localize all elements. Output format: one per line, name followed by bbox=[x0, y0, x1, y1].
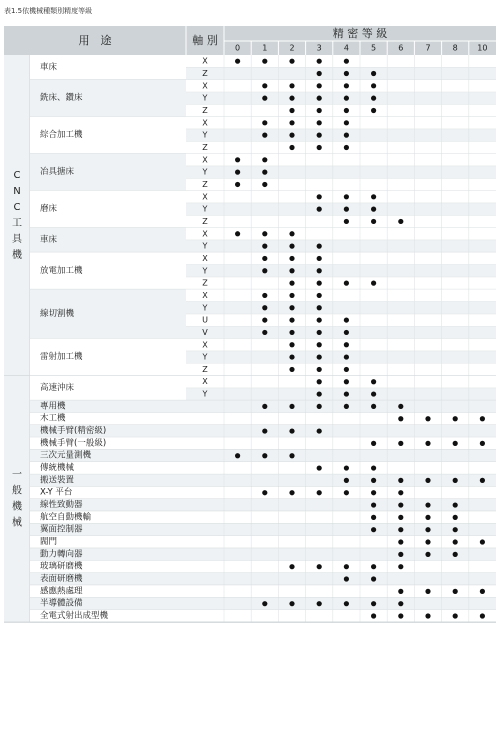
grade-dot bbox=[398, 502, 403, 507]
axis-label: U bbox=[202, 315, 208, 325]
grade-dot bbox=[317, 465, 322, 470]
row-band bbox=[186, 141, 496, 153]
grade-dot bbox=[289, 404, 294, 409]
grade-dot bbox=[344, 281, 349, 286]
grade-dot bbox=[371, 576, 376, 581]
row-band bbox=[186, 585, 496, 597]
grade-dot bbox=[235, 453, 240, 458]
grade-dot bbox=[289, 231, 294, 236]
grade-dot bbox=[398, 552, 403, 557]
group-label-char: N bbox=[13, 185, 21, 197]
row-band bbox=[186, 80, 496, 92]
grade-dot bbox=[425, 502, 430, 507]
grade-dot bbox=[371, 478, 376, 483]
item-name: 三次元量測機 bbox=[40, 450, 92, 461]
grade-dot bbox=[398, 490, 403, 495]
grade-dot bbox=[262, 317, 267, 322]
grade-dot bbox=[317, 281, 322, 286]
axis-label: X bbox=[202, 155, 208, 165]
item-name: 線切割機 bbox=[40, 308, 75, 319]
grade-dot bbox=[262, 120, 267, 125]
grade-dot bbox=[453, 613, 458, 618]
grade-dot bbox=[344, 83, 349, 88]
grade-dot bbox=[262, 170, 267, 175]
grade-dot bbox=[262, 305, 267, 310]
axis-label: X bbox=[202, 56, 208, 66]
grade-dot bbox=[398, 589, 403, 594]
grade-dot bbox=[317, 317, 322, 322]
grade-dot bbox=[317, 133, 322, 138]
grade-dot bbox=[398, 219, 403, 224]
grade-dot bbox=[344, 342, 349, 347]
grade-dot bbox=[425, 441, 430, 446]
axis-label: Y bbox=[202, 130, 208, 140]
item-name: 閥門 bbox=[40, 537, 58, 548]
row-band bbox=[186, 413, 496, 425]
grade-dot bbox=[425, 539, 430, 544]
grade-dot bbox=[480, 539, 485, 544]
item-name: 線性致動器 bbox=[40, 500, 83, 511]
row-band bbox=[186, 561, 496, 573]
item-name: 磨床 bbox=[40, 204, 58, 215]
axis-label: Y bbox=[202, 93, 208, 103]
grade-level-label: 1 bbox=[262, 43, 268, 53]
grade-dot bbox=[262, 59, 267, 64]
item-name: 綜合加工機 bbox=[40, 130, 83, 141]
row-band bbox=[186, 376, 496, 388]
grade-dot bbox=[344, 465, 349, 470]
row-band bbox=[186, 351, 496, 363]
row-band bbox=[186, 610, 496, 622]
row-band bbox=[186, 178, 496, 190]
grade-dot bbox=[317, 330, 322, 335]
grade-dot bbox=[289, 330, 294, 335]
grade-level-label: 10 bbox=[477, 43, 488, 53]
grade-dot bbox=[262, 330, 267, 335]
grade-dot bbox=[344, 330, 349, 335]
row-band bbox=[186, 191, 496, 203]
row-band bbox=[186, 598, 496, 610]
grade-dot bbox=[344, 96, 349, 101]
grade-dot bbox=[371, 527, 376, 532]
item-name: 機械手臂(精密級) bbox=[40, 426, 107, 437]
grade-dot bbox=[344, 120, 349, 125]
grade-dot bbox=[398, 416, 403, 421]
row-band bbox=[186, 450, 496, 462]
grade-dot bbox=[371, 96, 376, 101]
row-band bbox=[186, 388, 496, 400]
axis-label: X bbox=[202, 340, 208, 350]
grade-dot bbox=[262, 96, 267, 101]
grade-dot bbox=[371, 490, 376, 495]
grade-dot bbox=[289, 256, 294, 261]
group-label-char: 械 bbox=[12, 517, 22, 529]
row-band bbox=[186, 289, 496, 301]
grade-dot bbox=[317, 305, 322, 310]
axis-label: X bbox=[202, 229, 208, 239]
row-band bbox=[186, 536, 496, 548]
row-band bbox=[186, 203, 496, 215]
item-name: 表面研磨機 bbox=[40, 574, 83, 585]
grade-dot bbox=[398, 564, 403, 569]
axis-label: X bbox=[202, 192, 208, 202]
grade-level-label: 5 bbox=[371, 43, 377, 53]
grade-dot bbox=[289, 96, 294, 101]
item-name: 木工機 bbox=[40, 413, 66, 424]
grade-dot bbox=[425, 527, 430, 532]
grade-dot bbox=[398, 613, 403, 618]
item-name: 感應熱處理 bbox=[40, 586, 83, 597]
item-name: 冶具搪床 bbox=[40, 167, 75, 178]
grade-dot bbox=[317, 96, 322, 101]
grade-dot bbox=[425, 589, 430, 594]
item-name: 專用機 bbox=[40, 401, 66, 412]
item-name: 高速沖床 bbox=[40, 382, 75, 393]
grade-header: 精 密 等 級 bbox=[332, 27, 388, 40]
item-name: X-Y 平台 bbox=[40, 487, 73, 498]
grade-dot bbox=[262, 231, 267, 236]
grade-dot bbox=[344, 354, 349, 359]
row-band bbox=[186, 166, 496, 178]
grade-dot bbox=[289, 133, 294, 138]
row-band bbox=[186, 363, 496, 375]
item-name: 機械手臂(一般級) bbox=[40, 438, 107, 449]
grade-dot bbox=[480, 416, 485, 421]
grade-dot bbox=[344, 601, 349, 606]
row-band bbox=[186, 240, 496, 252]
grade-dot bbox=[371, 108, 376, 113]
grade-dot bbox=[453, 441, 458, 446]
grade-dot bbox=[317, 342, 322, 347]
axis-label: X bbox=[202, 81, 208, 91]
row-band bbox=[186, 474, 496, 486]
grade-dot bbox=[453, 539, 458, 544]
table-caption: 表1.5依機械種類別精度等級 bbox=[4, 7, 93, 15]
grade-dot bbox=[317, 379, 322, 384]
grade-dot bbox=[398, 478, 403, 483]
grade-dot bbox=[262, 404, 267, 409]
group-cell bbox=[4, 55, 30, 376]
grade-dot bbox=[398, 527, 403, 532]
axis-label: Z bbox=[202, 364, 208, 374]
grade-dot bbox=[344, 317, 349, 322]
grade-dot bbox=[289, 367, 294, 372]
grade-dot bbox=[371, 281, 376, 286]
grade-level-label: 0 bbox=[235, 43, 241, 53]
grade-dot bbox=[425, 613, 430, 618]
item-name: 銑床、鑽床 bbox=[40, 93, 83, 104]
grade-dot bbox=[317, 207, 322, 212]
grade-dot bbox=[317, 354, 322, 359]
grade-dot bbox=[371, 194, 376, 199]
grade-dot bbox=[235, 182, 240, 187]
grade-dot bbox=[344, 564, 349, 569]
grade-dot bbox=[289, 293, 294, 298]
grade-dot bbox=[289, 145, 294, 150]
grade-dot bbox=[344, 490, 349, 495]
grade-dot bbox=[344, 576, 349, 581]
axis-label: Y bbox=[202, 389, 208, 399]
grade-dot bbox=[289, 83, 294, 88]
item-name: 雷射加工機 bbox=[40, 352, 83, 363]
row-band bbox=[186, 524, 496, 536]
grade-dot bbox=[262, 157, 267, 162]
item-name: 玻璃研磨機 bbox=[40, 561, 83, 572]
item-name: 航空自動機輸 bbox=[40, 512, 92, 523]
grade-dot bbox=[344, 194, 349, 199]
grade-dot bbox=[344, 71, 349, 76]
grade-dot bbox=[289, 108, 294, 113]
grade-dot bbox=[262, 244, 267, 249]
row-band bbox=[186, 129, 496, 141]
grade-dot bbox=[371, 515, 376, 520]
grade-dot bbox=[289, 317, 294, 322]
grade-dot bbox=[289, 120, 294, 125]
row-band bbox=[186, 104, 496, 116]
grade-dot bbox=[371, 613, 376, 618]
grade-dot bbox=[289, 564, 294, 569]
grade-dot bbox=[317, 428, 322, 433]
grade-dot bbox=[398, 515, 403, 520]
grade-dot bbox=[317, 244, 322, 249]
grade-dot bbox=[425, 552, 430, 557]
grade-dot bbox=[371, 71, 376, 76]
grade-dot bbox=[289, 428, 294, 433]
axis-label: Y bbox=[202, 241, 208, 251]
grade-dot bbox=[262, 182, 267, 187]
grade-dot bbox=[289, 490, 294, 495]
grade-dot bbox=[398, 441, 403, 446]
grade-dot bbox=[371, 465, 376, 470]
row-band bbox=[186, 277, 496, 289]
grade-dot bbox=[371, 379, 376, 384]
axis-label: X bbox=[202, 290, 208, 300]
group-label-char: 機 bbox=[12, 501, 22, 513]
grade-dot bbox=[371, 391, 376, 396]
group-cell bbox=[4, 376, 30, 623]
grade-dot bbox=[289, 244, 294, 249]
grade-dot bbox=[344, 145, 349, 150]
grade-dot bbox=[317, 71, 322, 76]
grade-dot bbox=[480, 441, 485, 446]
grade-dot bbox=[425, 515, 430, 520]
grade-level-label: 2 bbox=[289, 43, 295, 53]
item-name: 車床 bbox=[40, 62, 58, 73]
group-label-char: C bbox=[13, 201, 21, 213]
grade-level-label: 7 bbox=[425, 43, 431, 53]
row-band bbox=[186, 314, 496, 326]
grade-dot bbox=[371, 601, 376, 606]
grade-dot bbox=[317, 601, 322, 606]
row-band bbox=[186, 437, 496, 449]
grade-dot bbox=[235, 59, 240, 64]
grade-dot bbox=[453, 515, 458, 520]
row-band bbox=[186, 55, 496, 67]
grade-dot bbox=[344, 478, 349, 483]
grade-dot bbox=[371, 502, 376, 507]
row-band bbox=[186, 67, 496, 79]
grade-dot bbox=[453, 502, 458, 507]
use-header: 用 途 bbox=[78, 34, 112, 47]
grade-dot bbox=[289, 342, 294, 347]
grade-level-label: 3 bbox=[316, 43, 322, 53]
grade-level-label: 4 bbox=[343, 43, 349, 53]
axis-label: Z bbox=[202, 105, 208, 115]
grade-dot bbox=[262, 83, 267, 88]
axis-label: Y bbox=[202, 167, 208, 177]
grade-dot bbox=[425, 478, 430, 483]
grade-dot bbox=[262, 268, 267, 273]
grade-dot bbox=[371, 83, 376, 88]
grade-dot bbox=[344, 379, 349, 384]
grade-dot bbox=[235, 170, 240, 175]
row-band bbox=[186, 154, 496, 166]
grade-dot bbox=[344, 404, 349, 409]
grade-dot bbox=[289, 453, 294, 458]
grade-dot bbox=[289, 59, 294, 64]
row-band bbox=[186, 487, 496, 499]
grade-dot bbox=[235, 231, 240, 236]
grade-dot bbox=[317, 83, 322, 88]
row-band bbox=[186, 326, 496, 338]
axis-label: X bbox=[202, 118, 208, 128]
grade-dot bbox=[262, 133, 267, 138]
grade-dot bbox=[371, 564, 376, 569]
grade-dot bbox=[317, 120, 322, 125]
grade-dot bbox=[453, 527, 458, 532]
grade-dot bbox=[289, 601, 294, 606]
axis-label: Z bbox=[202, 216, 208, 226]
group-label-char: 一 bbox=[12, 469, 22, 481]
grade-dot bbox=[317, 108, 322, 113]
item-name: 動力轉向器 bbox=[40, 549, 83, 560]
item-name: 放電加工機 bbox=[40, 265, 83, 276]
grade-dot bbox=[262, 293, 267, 298]
axis-label: Z bbox=[202, 68, 208, 78]
axis-header: 軸 別 bbox=[192, 34, 218, 47]
group-label-char: 工 bbox=[12, 217, 22, 229]
grade-level-label: 8 bbox=[452, 43, 458, 53]
axis-label: Y bbox=[202, 204, 208, 214]
grade-dot bbox=[317, 293, 322, 298]
item-name: 搬送裝置 bbox=[40, 475, 75, 486]
item-name: 翼面控制器 bbox=[40, 524, 83, 535]
grade-dot bbox=[317, 268, 322, 273]
row-band bbox=[186, 462, 496, 474]
grade-dot bbox=[317, 490, 322, 495]
axis-label: Z bbox=[202, 278, 208, 288]
item-name: 半導體設備 bbox=[40, 598, 83, 609]
grade-dot bbox=[344, 391, 349, 396]
grade-dot bbox=[262, 256, 267, 261]
row-band bbox=[186, 511, 496, 523]
row-band bbox=[186, 252, 496, 264]
grade-dot bbox=[262, 428, 267, 433]
row-band bbox=[186, 117, 496, 129]
grade-dot bbox=[317, 564, 322, 569]
axis-label: X bbox=[202, 253, 208, 263]
grade-dot bbox=[453, 416, 458, 421]
group-label-char: 機 bbox=[12, 249, 22, 261]
row-band bbox=[186, 425, 496, 437]
grade-dot bbox=[262, 601, 267, 606]
row-band bbox=[186, 265, 496, 277]
grade-dot bbox=[453, 552, 458, 557]
grade-dot bbox=[289, 281, 294, 286]
grade-dot bbox=[344, 133, 349, 138]
item-name: 全電式射出成型機 bbox=[40, 611, 109, 622]
grade-dot bbox=[289, 268, 294, 273]
grade-dot bbox=[480, 613, 485, 618]
axis-label: Y bbox=[202, 352, 208, 362]
grade-dot bbox=[289, 305, 294, 310]
grade-dot bbox=[317, 194, 322, 199]
axis-label: X bbox=[202, 377, 208, 387]
row-band bbox=[186, 548, 496, 560]
grade-dot bbox=[371, 404, 376, 409]
grade-dot bbox=[425, 416, 430, 421]
grade-dot bbox=[289, 354, 294, 359]
grade-dot bbox=[371, 219, 376, 224]
grade-dot bbox=[398, 539, 403, 544]
item-name: 車床 bbox=[40, 234, 58, 245]
grade-dot bbox=[371, 207, 376, 212]
row-band bbox=[186, 573, 496, 585]
grade-dot bbox=[371, 441, 376, 446]
grade-dot bbox=[344, 207, 349, 212]
row-band bbox=[186, 92, 496, 104]
group-label-char: 具 bbox=[12, 233, 22, 245]
grade-dot bbox=[317, 59, 322, 64]
grade-dot bbox=[344, 108, 349, 113]
group-label-char: C bbox=[13, 169, 21, 181]
grade-level-label: 6 bbox=[398, 43, 404, 53]
row-band bbox=[186, 215, 496, 227]
axis-label: Y bbox=[202, 266, 208, 276]
grade-dot bbox=[453, 589, 458, 594]
grade-dot bbox=[235, 157, 240, 162]
axis-label: Y bbox=[202, 303, 208, 313]
grade-dot bbox=[317, 391, 322, 396]
axis-label: Z bbox=[202, 179, 208, 189]
grade-dot bbox=[344, 59, 349, 64]
group-label-char: 般 bbox=[12, 485, 22, 497]
grade-dot bbox=[480, 589, 485, 594]
grade-dot bbox=[344, 367, 349, 372]
axis-label: V bbox=[202, 327, 208, 337]
grade-dot bbox=[453, 478, 458, 483]
grade-dot bbox=[317, 367, 322, 372]
item-name: 傳統機械 bbox=[40, 463, 75, 474]
grade-dot bbox=[344, 219, 349, 224]
row-band bbox=[186, 499, 496, 511]
grade-dot bbox=[398, 601, 403, 606]
grade-dot bbox=[317, 145, 322, 150]
axis-label: Z bbox=[202, 142, 208, 152]
row-band bbox=[186, 339, 496, 351]
row-band bbox=[186, 400, 496, 412]
grade-dot bbox=[398, 404, 403, 409]
grade-dot bbox=[262, 453, 267, 458]
grade-dot bbox=[262, 490, 267, 495]
row-band bbox=[186, 302, 496, 314]
grade-dot bbox=[317, 404, 322, 409]
grade-dot bbox=[480, 478, 485, 483]
row-band bbox=[186, 228, 496, 240]
grade-dot bbox=[317, 256, 322, 261]
